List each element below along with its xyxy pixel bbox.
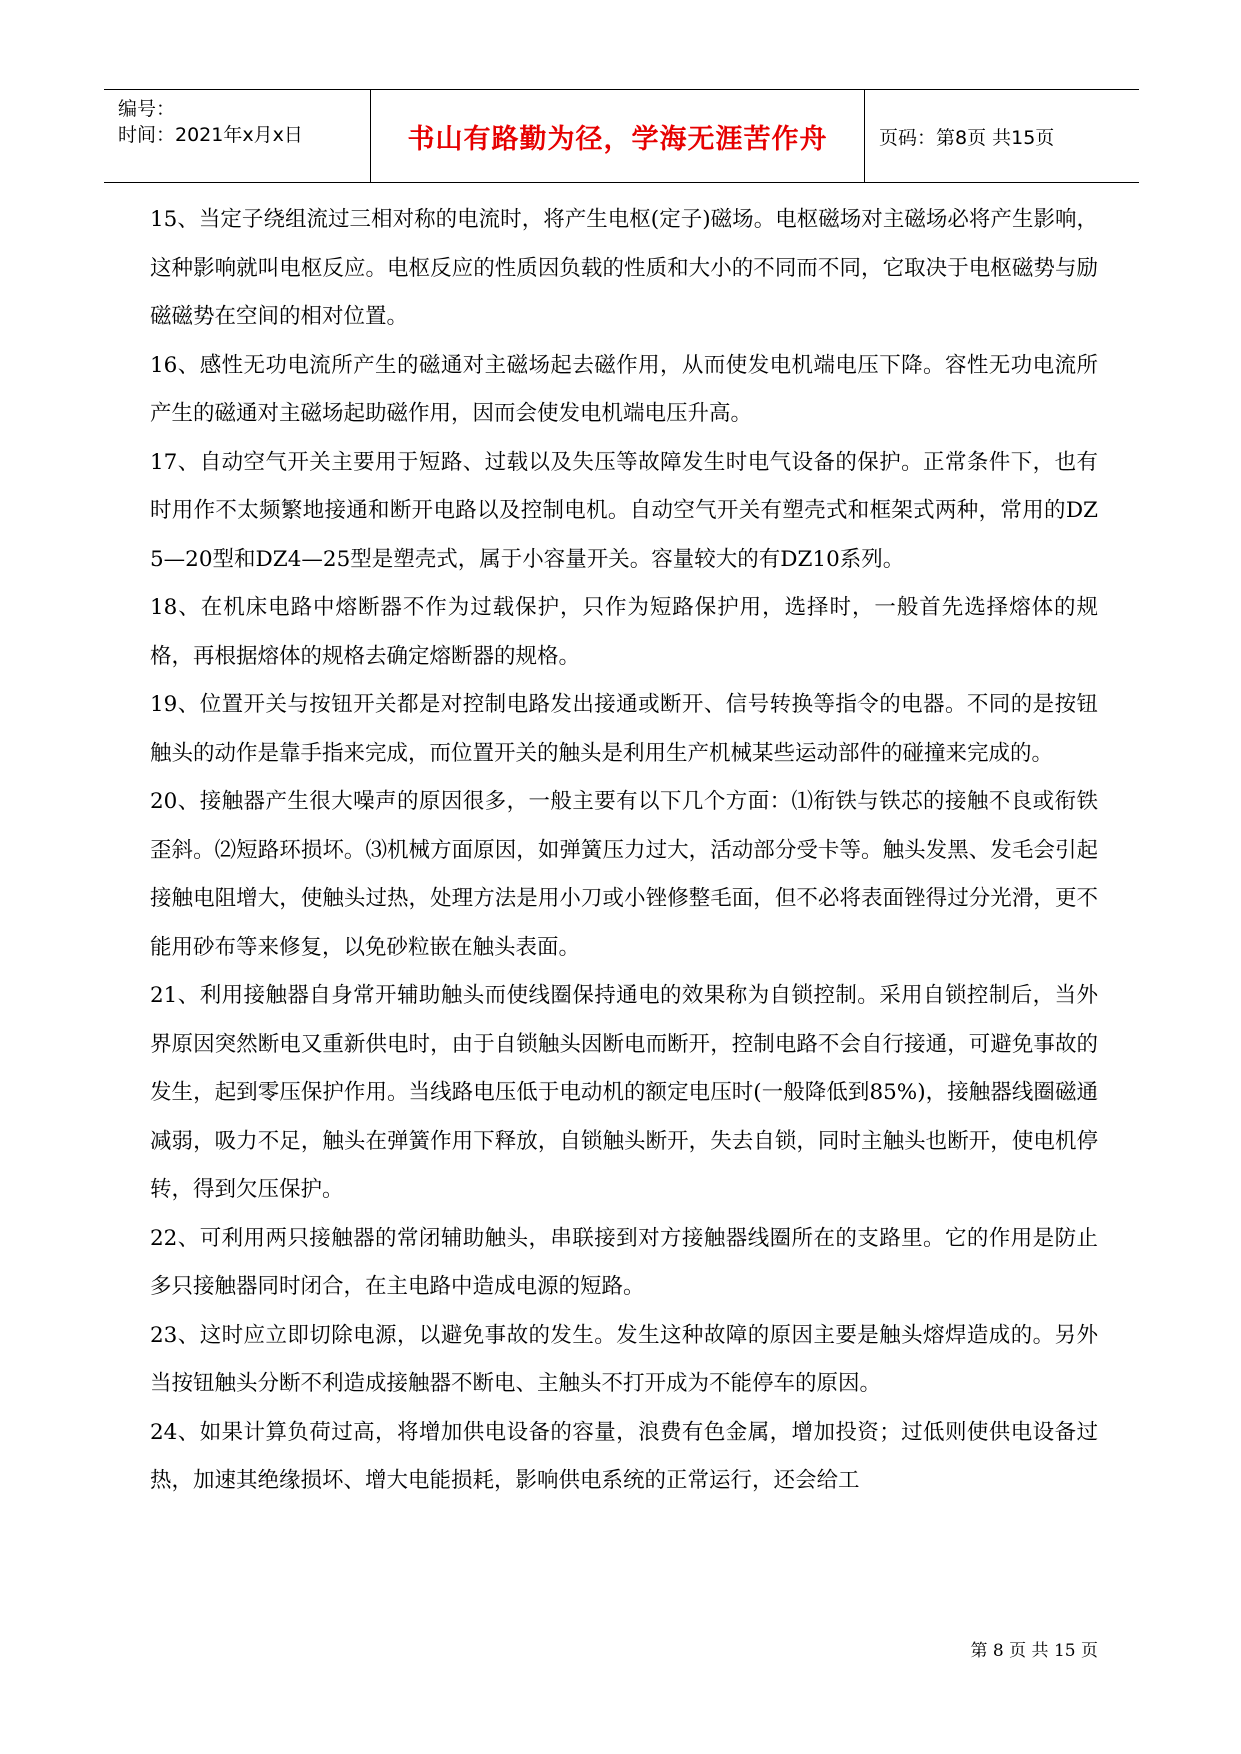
header-right-cell bbox=[865, 90, 1139, 182]
page-footer-number: 第 8 页 共 15 页 bbox=[970, 1641, 1098, 1661]
paragraph-20: 20、接触器产生很大噪声的原因很多，一般主要有以下几个方面：⑴衔铁与铁芯的接触不良或衔铁歪斜。⑵短路环损坏。⑶机械方面原因，如弹簧压力过大，活动部分受卡等。触头发黑、发毛会引起接触电阻增大，使触头过热，处理方法是用小刀或小锉修整毛面，但不必将表面锉得过分光滑，更不能用砂布等来修复，以免砂粒嵌在触头表面。 bbox=[150, 789, 1098, 960]
page-header bbox=[104, 89, 1139, 183]
document-number-label: 编号： bbox=[118, 98, 176, 120]
paragraph-23: 23、这时应立即切除电源，以避免事故的发生。发生这种故障的原因主要是触头熔焊造成的。另外当按钮触头分断不利造成接触器不断电、主触头不打开成为不能停车的原因。 bbox=[150, 1322, 1098, 1396]
paragraph-24: 24、如果计算负荷过高，将增加供电设备的容量，浪费有色金属，增加投资；过低则使供电设备过热，加速其绝缘损坏、增大电能损耗，影响供电系统的正常运行，还会给工 bbox=[150, 1419, 1098, 1493]
paragraph-22: 22、可利用两只接触器的常闭辅助触头，串联接到对方接触器线圈所在的支路里。它的作用是防止多只接触器同时闭合，在主电路中造成电源的短路。 bbox=[150, 1225, 1098, 1299]
paragraph-21: 21、利用接触器自身常开辅助触头而使线圈保持通电的效果称为自锁控制。采用自锁控制后，当外界原因突然断电又重新供电时，由于自锁触头因断电而断开，控制电路不会自行接通，可避免事故的发生，起到零压保护作用。当线路电压低于电动机的额定电压时(一般降低到85%)，接触器线圈磁通减弱，吸力不足，触头在弹簧作用下释放，自锁触头断开，失去自锁，同时主触头也断开，使电机停转，得到欠压保护。 bbox=[150, 983, 1098, 1202]
paragraph-19: 19、位置开关与按钮开关都是对控制电路发出接通或断开、信号转换等指令的电器。不同的是按钮触头的动作是靠手指来完成，而位置开关的触头是利用生产机械某些运动部件的碰撞来完成的。 bbox=[150, 692, 1098, 766]
document-body bbox=[150, 196, 1098, 1506]
document-time-label: 时间：2021年x月x日 bbox=[118, 124, 303, 146]
header-left-cell bbox=[104, 90, 370, 182]
paragraph-16: 16、感性无功电流所产生的磁通对主磁场起去磁作用，从而使发电机端电压下降。容性无功电流所产生的磁通对主磁场起助磁作用，因而会使发电机端电压升高。 bbox=[150, 352, 1098, 426]
header-motto: 书山有路勤为径，学海无涯苦作舟 bbox=[407, 124, 828, 155]
paragraph-18: 18、在机床电路中熔断器不作为过载保护，只作为短路保护用，选择时，一般首先选择熔体的规格，再根据熔体的规格去确定熔断器的规格。 bbox=[150, 595, 1098, 669]
paragraph-15: 15、当定子绕组流过三相对称的电流时，将产生电枢(定子)磁场。电枢磁场对主磁场必将产生影响，这种影响就叫电枢反应。电枢反应的性质因负载的性质和大小的不同而不同，它取决于电枢磁势与励磁磁势在空间的相对位置。 bbox=[150, 207, 1098, 329]
header-page-info: 页码：第8页 共15页 bbox=[879, 127, 1055, 149]
paragraph-17: 17、自动空气开关主要用于短路、过载以及失压等故障发生时电气设备的保护。正常条件下，也有时用作不太频繁地接通和断开电路以及控制电机。自动空气开关有塑壳式和框架式两种，常用的DZ5—20型和DZ4—25型是塑壳式，属于小容量开关。容量较大的有DZ10系列。 bbox=[150, 449, 1098, 572]
header-motto-cell bbox=[370, 90, 865, 182]
